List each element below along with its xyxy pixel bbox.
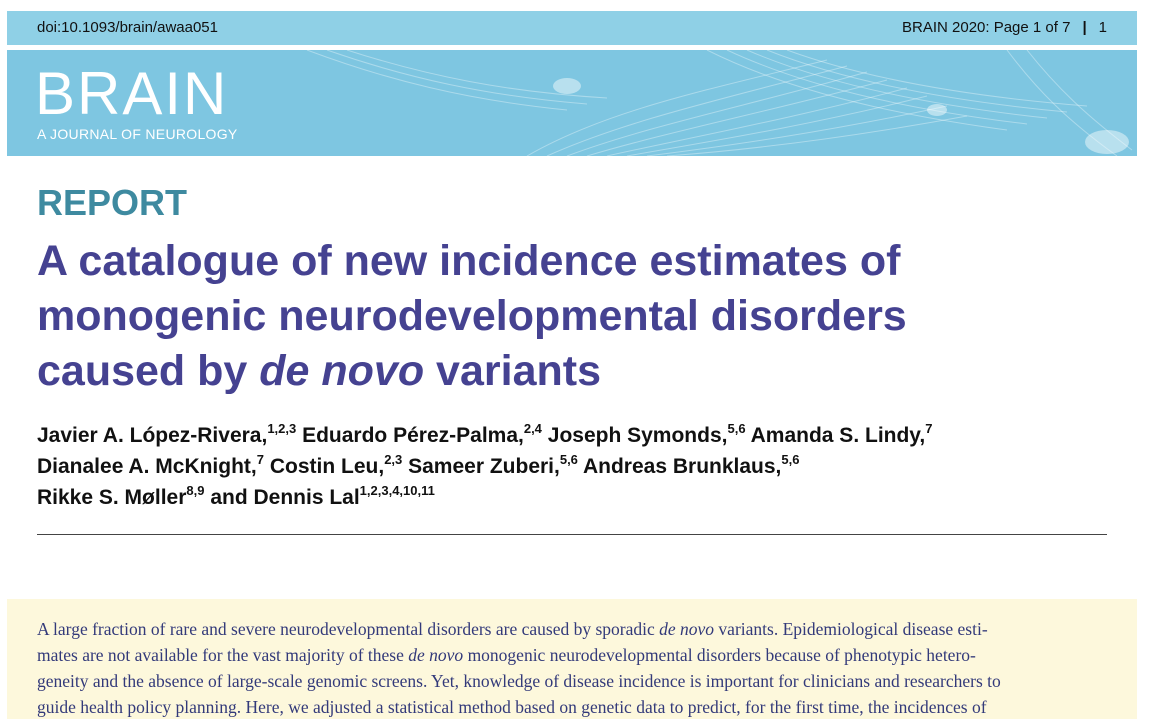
abstract-box [7, 599, 1137, 719]
abstract-text [37, 616, 1109, 720]
title-text: monogenic neurodevelopmental disorders [37, 292, 907, 340]
abstract-text-run: variants. Epidemiological disease esti- [714, 619, 988, 639]
author-affiliation[interactable]: 2,3 [384, 452, 403, 467]
journal-header-bar [7, 11, 1137, 45]
author-affiliation[interactable]: 1,2,3,4,10,11 [359, 483, 435, 498]
journal-logo[interactable]: BRAIN [35, 60, 229, 127]
author-affiliation[interactable]: 5,6 [559, 452, 578, 467]
abstract-line [37, 616, 1109, 642]
abstract-text-run: monogenic neurodevelopmental disorders because of phenotypic hetero- [463, 645, 976, 665]
author-affiliation[interactable]: 8,9 [186, 483, 205, 498]
article-title [37, 234, 1117, 399]
abstract-line [37, 668, 1109, 694]
author-affiliation[interactable]: 1,2,3 [267, 421, 297, 436]
title-line [37, 344, 1117, 399]
author-affiliation[interactable]: 5,6 [727, 421, 746, 436]
page-marker: 1 [1098, 19, 1107, 36]
author-line [37, 451, 1117, 482]
journal-banner [7, 50, 1137, 156]
journal-tagline: A JOURNAL OF NEUROLOGY [37, 126, 238, 142]
page-info-text: BRAIN 2020: Page 1 of 7 [902, 19, 1071, 36]
title-text: A catalogue of new incidence estimates of [37, 237, 901, 285]
abstract-line [37, 694, 1109, 720]
abstract-text-run: A large fraction of rare and severe neurodevelopmental disorders are caused by sporadic [37, 619, 660, 639]
abstract-text-run: mates are not available for the vast majority of these [37, 645, 409, 665]
abstract-italic-text: de novo [408, 645, 464, 665]
doi-link[interactable]: doi:10.1093/brain/awaa051 [37, 19, 218, 36]
author-name[interactable]: Sameer Zuberi, [408, 455, 560, 478]
author-line [37, 420, 1117, 451]
title-italic-text: de novo [259, 347, 425, 395]
page-info [902, 19, 1107, 36]
author-name[interactable]: Javier A. López-Rivera, [37, 424, 268, 447]
author-name[interactable]: Joseph Symonds, [547, 424, 728, 447]
section-divider [37, 534, 1107, 535]
author-name[interactable]: Costin Leu, [269, 455, 385, 478]
author-affiliation[interactable]: 7 [925, 421, 933, 436]
author-affiliation[interactable]: 2,4 [523, 421, 542, 436]
header-separator: | [1082, 19, 1087, 36]
author-affiliation[interactable]: 5,6 [781, 452, 800, 467]
title-text: variants [424, 347, 601, 395]
title-line [37, 234, 1117, 289]
author-name[interactable]: Rikke S. Møller [37, 486, 187, 509]
title-text: caused by [37, 347, 260, 395]
article-type-label: REPORT [37, 182, 188, 223]
author-name[interactable]: Amanda S. Lindy, [750, 424, 926, 447]
abstract-text-run: geneity and the absence of large-scale genomic screens. Yet, knowledge of disease incidence is important for clinicians and researchers to [37, 671, 1001, 691]
author-name[interactable]: Eduardo Pérez-Palma, [302, 424, 524, 447]
author-name[interactable]: Dianalee A. McKnight, [37, 455, 257, 478]
title-line [37, 289, 1117, 344]
author-name[interactable]: and Dennis Lal [210, 486, 360, 509]
abstract-text-run: guide health policy planning. Here, we adjusted a statistical method based on genetic data to predict, for the first time, the incidences of [37, 697, 987, 717]
abstract-italic-text: de novo [659, 619, 715, 639]
abstract-line [37, 642, 1109, 668]
author-list [37, 420, 1117, 513]
author-line [37, 482, 1117, 513]
author-name[interactable]: Andreas Brunklaus, [582, 455, 782, 478]
author-affiliation[interactable]: 7 [256, 452, 264, 467]
